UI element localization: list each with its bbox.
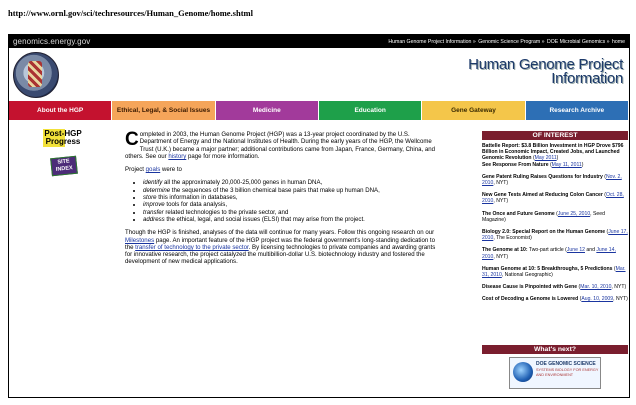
doe-genomic-science-banner[interactable] <box>509 357 601 389</box>
list-item: • transfer related technologies to the private sector, and <box>143 209 443 216</box>
news-date-link[interactable]: June 17, 2010 <box>482 229 628 242</box>
news-item: Cost of Decoding a Genome is Lowered (Aug. 10, 2009, NYT) <box>482 296 628 303</box>
list-item: • store this information in databases, <box>143 194 443 201</box>
list-item: • determine the sequences of the 3 billion chemical base pairs that make up human DNA, <box>143 187 443 194</box>
goals-link[interactable]: goals <box>145 166 161 174</box>
news-date-link[interactable]: Oct. 28, 2010 <box>482 192 624 205</box>
nav-about-hgp[interactable]: About the HGP <box>9 101 112 120</box>
news-item: Human Genome at 10: 5 Breakthroughs, 5 Predictions (Mar. 31, 2010, National Geographic) <box>482 265 626 279</box>
news-item: Biology 2.0: Special Report on the Human Genome (June 17, 2010, The Economist) <box>482 229 628 242</box>
site-index-link[interactable]: SITE INDEX <box>50 156 78 177</box>
top-link-microbial[interactable]: DOE Microbial Genomics <box>547 38 606 45</box>
site-title: Human Genome Project Information <box>468 56 623 87</box>
nav-gene-gateway[interactable]: Gene Gateway <box>422 101 525 120</box>
news-item: New Gene Tests Aimed at Reducing Colon Cancer (Oct. 28, 2010, NYT) <box>482 192 624 205</box>
milestones-link[interactable]: Milestones <box>125 236 155 244</box>
news-date-link[interactable]: June 12 <box>566 247 585 254</box>
goals-list <box>125 179 443 223</box>
main-content <box>125 131 443 272</box>
nav-education[interactable]: Education <box>319 101 422 120</box>
tech-transfer-link[interactable]: transfer of technology to the private sector <box>135 243 249 251</box>
news-item: Battelle Report: $3.8 Billion Investment in HGP Drove $796 Billion in Economic Impact, Created Jobs, and Launched Genomic Revolution (May 2011) See Response From Nature (May 11, 2011) <box>482 143 624 168</box>
of-interest-heading: OF INTEREST <box>482 131 628 140</box>
hgp-seal-icon[interactable] <box>13 52 59 98</box>
goals-intro: Project goals were to <box>125 166 182 174</box>
list-item: • identify all the approximately 20,000-25,000 genes in human DNA, <box>143 179 443 186</box>
browser-page <box>8 34 630 398</box>
nav-research-archive[interactable]: Research Archive <box>526 101 629 120</box>
nav-medicine[interactable]: Medicine <box>216 101 319 120</box>
list-item: • address the ethical, legal, and social issues (ELSI) that may arise from the project. <box>143 216 443 223</box>
news-date-link[interactable]: May 11, 2011 <box>551 161 582 168</box>
news-date-link[interactable]: Mar. 10, 2010 <box>580 284 612 291</box>
news-item: The Genome at 10: Two-part article (June 12 and June 14, 2010, NYT) <box>482 247 616 260</box>
url-caption: http://www.ornl.gov/sci/techresources/Human_Genome/home.shtml <box>8 8 253 18</box>
top-link-hgp-info[interactable]: Human Genome Project Information <box>388 38 472 45</box>
post-hgp-progress-link[interactable]: Post-HGP Progress <box>44 129 82 146</box>
header <box>9 48 629 100</box>
nav-elsi[interactable]: Ethical, Legal, & Social Issues <box>112 101 215 120</box>
news-date-link[interactable]: Nov. 2, 2010 <box>482 173 622 187</box>
of-interest-sidebar <box>482 131 628 309</box>
news-date-link[interactable]: June 25, 2010 <box>557 210 591 217</box>
top-link-genomic-science[interactable]: Genomic Science Program <box>478 38 541 45</box>
closing-paragraph: Though the HGP is finished, analyses of the data will continue for many years. Follow this ongoing research on our Milestones page. An important feature of the HGP project was the federal government's long-standing dedication to the transfer of technology to the private sector. By licensing technologies to private companies and awarding grants for innovative research, the project catalyzed the multibillion-dollar U.S. biotechnology industry and fostered the development of new medical applications. <box>125 229 436 266</box>
top-link-home[interactable]: home <box>612 38 625 45</box>
whats-next-heading: What's next? <box>482 345 628 354</box>
top-bar <box>9 35 629 48</box>
whats-next-panel <box>482 345 628 389</box>
banner-title: DOE GENOMIC SCIENCE <box>536 361 596 367</box>
news-date-link[interactable]: May 2011 <box>534 155 557 162</box>
globe-icon <box>513 362 533 382</box>
news-date-link[interactable]: Aug. 10, 2009 <box>581 296 614 303</box>
top-links: Human Genome Project Information » Genomic Science Program » DOE Microbial Genomics » home <box>388 38 625 45</box>
news-date-link[interactable]: Mar. 31, 2010 <box>482 265 626 279</box>
main-nav <box>9 101 629 120</box>
banner-subtitle: SYSTEMS BIOLOGY FOR ENERGY AND ENVIRONMENT <box>536 368 599 377</box>
news-item: Gene Patent Ruling Raises Questions for Industry (Nov. 2, 2010, NYT) <box>482 173 622 187</box>
drop-cap: C <box>125 129 139 150</box>
news-item: Disease Cause is Pinpointed with Gene (Mar. 10, 2010, NYT) <box>482 284 627 291</box>
news-date-link[interactable]: June 14, 2010 <box>482 247 616 260</box>
history-link[interactable]: history <box>168 152 187 160</box>
list-item: • improve tools for data analysis, <box>143 201 443 208</box>
domain-label: genomics.energy.gov <box>13 37 91 46</box>
news-item: The Once and Future Genome (June 25, 2010, Seed Magazine) <box>482 210 605 223</box>
intro-paragraph: Completed in 2003, the Human Genome Project (HGP) was a 13-year project coordinated by the U.S. Department of Energy and the National Institutes of Health. During the early years of the HGP, the Wellcome Trust (U.K.) became a major partner; additional contributions came from Japan, France, Germany, China, and others. See our history page for more information. <box>125 129 436 160</box>
